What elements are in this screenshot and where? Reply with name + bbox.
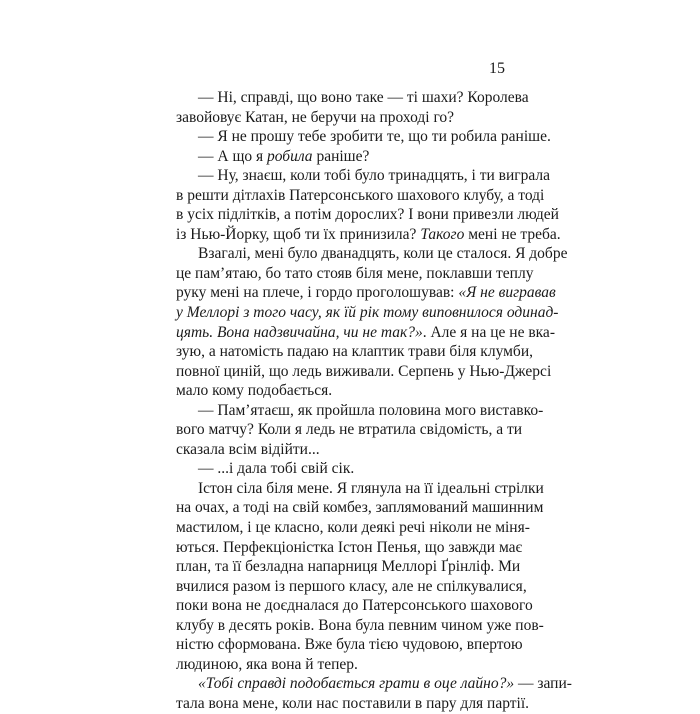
text-line [176, 616, 544, 636]
text-segment: — Я не прошу тебе зробити те, що ти робила раніше. [198, 128, 551, 146]
text-line [176, 401, 544, 421]
text-line [176, 381, 496, 401]
text-segment: — ...і дала тобі свій сік. [198, 460, 355, 478]
paragraph [176, 674, 572, 713]
text-segment: в решти дітлахів Патерсонського шахового клубу, а тоді [176, 186, 545, 204]
text-line [176, 186, 545, 206]
body-text [176, 88, 572, 714]
text-segment: поки вона не доєдналася до Патерсонського шахового [176, 597, 533, 615]
text-segment: завойовує Катан, не беручи на проході го? [176, 108, 455, 126]
text-line [176, 225, 561, 245]
text-segment: — Пам’ятаєш, як пройшла половина мого виставко- [198, 401, 544, 419]
text-segment: із Нью-Йорку, щоб ти їх принизила? [176, 225, 421, 243]
text-segment: — запи- [514, 675, 572, 693]
text-line [176, 420, 523, 440]
text-segment: повної циній, що ледь виживали. Серпень у Нью-Джерсі [176, 362, 552, 380]
text-line [176, 166, 551, 186]
text-line [176, 303, 559, 323]
text-segment: тала вона мене, коли нас поставили в пару для партії. [176, 694, 530, 712]
italic-text: робила [267, 147, 313, 165]
text-segment: сказала всім відійти... [176, 440, 320, 458]
page-number: 15 [489, 60, 505, 77]
text-segment: Взагалі, мені було дванадцять, коли це сталося. Я добре [198, 245, 568, 263]
text-segment: — Ні, справді, що воно таке — ті шахи? Королева [198, 89, 529, 106]
text-segment: план, та її безладна напарниця Меллорі Ґрінліф. Ми [176, 558, 521, 576]
text-line [176, 323, 555, 343]
text-line [176, 440, 496, 460]
paragraph [176, 244, 568, 400]
text-line [176, 88, 529, 108]
text-line [176, 577, 527, 597]
text-line [176, 147, 496, 167]
text-line [176, 635, 523, 655]
text-segment: — А що я [198, 147, 268, 165]
text-line [176, 342, 533, 362]
italic-text: у Меллорі з того часу, як їй рік тому виповнилося одинад- [176, 304, 559, 322]
paragraph [176, 479, 544, 674]
text-segment: Істон сіла біля мене. Я глянула на її ідеальні стрілки [198, 479, 544, 497]
text-line [176, 694, 530, 714]
text-segment: людиною, яка вона й тепер. [176, 655, 358, 673]
text-line [176, 674, 572, 694]
text-segment: на очах, а тоді на свій комбез, заплямований машинним [176, 499, 544, 517]
text-line [176, 459, 496, 479]
text-segment: в усіх підлітків, а потім дорослих? І вони привезли людей [176, 206, 559, 224]
text-segment: ністю сформована. Вже була тією чудовою, впертою [176, 636, 523, 654]
paragraph [176, 166, 561, 244]
text-segment: — Ну, знаєш, коли тобі було тринадцять, і ти виграла [198, 167, 551, 185]
text-line [176, 498, 544, 518]
text-line [176, 205, 559, 225]
italic-text: «Я не вигравав [458, 284, 556, 302]
text-line [176, 108, 496, 128]
text-line [176, 538, 523, 558]
text-segment: мастилом, і це класно, коли деякі речі ніколи не міня- [176, 519, 530, 537]
text-line [176, 264, 534, 284]
text-segment: клубу в десять років. Вона була певним чином уже пов- [176, 616, 544, 634]
text-segment: зую, а натомість падаю на клаптик трави біля клумби, [176, 343, 533, 361]
italic-text: Такого [420, 225, 465, 243]
text-line [176, 283, 556, 303]
text-line [176, 479, 544, 499]
text-segment: руку мені на плече, і гордо проголошував: [176, 284, 459, 302]
paragraph [176, 88, 529, 127]
paragraph [176, 127, 551, 147]
text-line [176, 518, 530, 538]
text-segment: раніше? [312, 147, 370, 165]
text-segment: це пам’ятаю, бо тато стояв біля мене, поклавши теплу [176, 264, 534, 282]
paragraph [176, 459, 496, 479]
text-segment: мало кому подобається. [176, 382, 333, 400]
paragraph [176, 401, 544, 460]
text-line [176, 557, 521, 577]
text-segment: вого матчу? Коли я ледь не втратила свідомість, а ти [176, 421, 523, 439]
paragraph [176, 147, 496, 167]
text-segment: ються. Перфекціоністка Істон Пенья, що завжди має [176, 538, 523, 556]
text-segment: мені не треба. [464, 225, 561, 243]
text-line [176, 127, 551, 147]
text-segment: вчилися разом із першого класу, але не спілкувалися, [176, 577, 527, 595]
text-line [176, 596, 533, 616]
italic-text: цять. Вона надзвичайна, чи не так?» [176, 323, 423, 341]
text-line [176, 244, 568, 264]
italic-text: «Тобі справді подобається грати в оце лайно?» [198, 675, 515, 693]
text-segment: . Але я на це не вка- [422, 323, 555, 341]
text-line [176, 655, 496, 675]
text-line [176, 362, 552, 382]
